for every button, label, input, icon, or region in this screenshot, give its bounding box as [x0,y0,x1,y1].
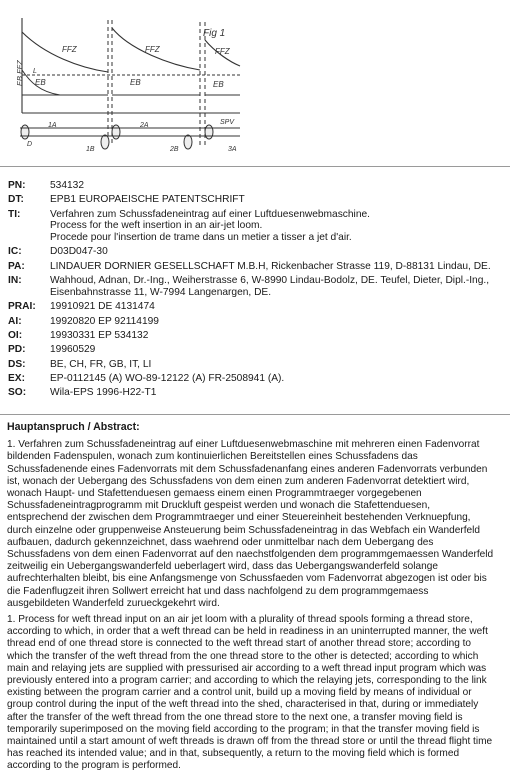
biblio-key: EX: [8,373,25,385]
abstract-line: has reached its intended value; and in that, subsequently, a return to the moving field which is formed [7,748,460,760]
biblio-row [8,180,508,192]
bibliographic-data [8,180,508,402]
abstract-line: ausgebildeten Wanderfeld zurueckgekehrt wird. [7,597,220,609]
curve-label-eb-2: EB [130,78,141,87]
biblio-row [8,330,508,342]
biblio-value [50,275,508,298]
biblio-key: PD: [8,344,26,356]
abstract-line: thread end of one thread store is connected to the weft thread start of another thread store; according to [7,638,472,650]
biblio-key: DT: [8,194,24,206]
biblio-value-line: Verfahren zum Schussfadeneintrag auf einer Luftduesenwebmaschine. [50,208,370,220]
biblio-key: IN: [8,275,22,287]
biblio-value-line: Wahhoud, Adnan, Dr.-Ing., Weiherstrasse 6, W-8990 Lindau-Bodolz, DE. Teufel, Dieter, Dipl.-Ing., [50,275,490,287]
abstract-line: according to the program is performed. [7,760,181,772]
biblio-value [50,261,508,273]
abstract-line: according to which, in order that a weft thread can be held in readiness in an uninterrupted manner, the weft [7,626,488,638]
biblio-key: PRAI: [8,301,36,313]
abstract-heading: Hauptanspruch / Abstract: [7,421,140,433]
biblio-value-line: 19930331 EP 534132 [50,329,149,341]
biblio-value-line: 534132 [50,180,84,191]
biblio-row [8,301,508,313]
biblio-value-line: Eisenbahnstrasse 11, W-7994 Langenargen, DE. [50,286,272,298]
abstract-line: after the transfer of the weft thread from the one thread store to the next one, a transfer moving field is [7,711,463,723]
abstract-line: die Fadenflugzeit ihren Sollwert erreicht hat und dass nachfolgend zu dem programmgemaess [7,585,429,597]
abstract-line: aufrechterhalten bleibt, bis eine Anfangsmenge von Schussfaeden vom Fadenvorrat abgezogen ist oder bis [7,573,487,585]
callout-2b: 2B [170,146,179,153]
abstract-line: existing between the program carrier and a control unit, build up a moving field by means of individual or [7,687,472,699]
biblio-value-line: LINDAUER DORNIER GESELLSCHAFT M.B.H, Rickenbacher Strasse 119, D-88131 Lindau, DE. [50,260,491,272]
biblio-value-line: EPB1 EUROPAEISCHE PATENTSCHRIFT [50,194,245,206]
biblio-value-line: 19960529 [50,344,96,356]
biblio-value-line: Procede pour l'insertion de trame dans un metier a tisser a jet d'air. [50,231,352,243]
biblio-value [50,330,508,342]
abstract-line: main and relaying jets are supplied with pressurised air according to a weft thread input program which was [7,662,487,674]
callout-1b: 1B [86,146,95,153]
biblio-value-line: D03D047-30 [50,246,108,258]
biblio-row [8,275,508,298]
abstract-line: 1. Verfahren zum Schussfadeneintrag auf einer Luftduesenwebmaschine mit mehreren einen Fadenvorrat [7,439,480,451]
abstract-line: entsprechend der zwischen dem Programmtraeger und einer Steuereinheit bestehenden Verknuepfung, [7,512,471,524]
abstract-paragraph [7,614,506,773]
biblio-value-line: BE, CH, FR, GB, IT, LI [50,358,152,370]
abstract-line: which the transfer of the weft thread from the one thread store to the other is detected; according to which [7,650,479,662]
abstract-line: temporarily superimposed on the moving field according to the program; in that the transfer moving field is [7,723,480,735]
abstract-section [7,421,506,777]
curve-label-ffz-1: FFZ [62,45,77,54]
biblio-key: SO: [8,387,27,399]
biblio-row [8,209,508,244]
abstract-line: Schussfadens von dem einen Fadenvorrat auf den naechstfolgenden dem programmgemaessen Wanderfeld [7,549,494,561]
biblio-row [8,373,508,385]
abstract-line: group control during the input of the weft thread into the shed, characterised in that, during or immediately [7,699,479,711]
biblio-row [8,344,508,356]
callout-2a: 2A [140,122,149,129]
spv-label: SPV [220,119,235,126]
biblio-key: IC: [8,246,22,258]
curve-label-l: L [33,68,37,75]
curve-label-eb-1: EB [35,78,46,87]
biblio-row [8,194,508,206]
biblio-key: AI: [8,315,22,327]
abstract-line: bildenden Fadenspulen, wonach zum kontinuierlichen Bereitstellen eines Schussfadens das [7,451,418,463]
dimension-label: D [27,141,33,148]
curve-label-eb-3: EB [213,80,224,89]
biblio-key: PA: [8,260,25,272]
biblio-row [8,359,508,371]
callout-1a: 1A [48,122,57,129]
abstract-line: durch einzelne oder gruppenweise Ansteuerung beim Schussfadeneintrag in das Webfach ein Wanderfeld [7,524,481,536]
abstract-paragraph [7,439,506,610]
figure-axis-label: EB FFZ [15,60,24,86]
biblio-value-line: 19910921 DE 4131474 [50,301,155,313]
biblio-value-line: 19920820 EP 92114199 [50,315,159,327]
biblio-value [50,359,508,371]
abstract-line: zeitweilig ein Uebergangswanderfeld ueberlagert wird, dass das Uebergangswanderfeld solange [7,561,438,573]
biblio-key: OI: [8,329,23,341]
callout-3a: 3A [228,146,237,153]
biblio-value [50,194,508,206]
patent-figure [0,0,510,160]
biblio-row [8,316,508,328]
biblio-value-line: EP-0112145 (A) WO-89-12122 (A) FR-2508941 (A). [50,373,285,385]
divider-top [0,166,510,167]
abstract-line: previously entered into a program carrier; and according to which the relaying jets, corresponding to the link [7,675,487,687]
biblio-value [50,387,508,399]
biblio-value-line: Process for the weft insertion in an air-jet loom. [50,220,263,232]
biblio-value [50,344,508,356]
abstract-line: maintained until a start amount of weft threads is drawn off from the thread store or until the thread flight time [7,736,493,748]
abstract-line: 1. Process for weft thread input on an air jet loom with a plurality of thread spools forming a thread store, [7,614,473,626]
biblio-value [50,316,508,328]
abstract-line: Schussfadeneintragprogramm mit Druckluft gespeist werden und wonach die Stafettenduesen, [7,500,431,512]
biblio-value [50,209,508,244]
biblio-row [8,246,508,258]
abstract-body [7,439,506,772]
abstract-line: aufbauen, dadurch gekennzeichnet, dass waehrend oder unmittelbar nach dem Uebergang des [7,536,434,548]
figure-title: Fig 1 [203,28,226,39]
biblio-value [50,246,508,258]
biblio-value [50,373,508,385]
biblio-key: TI: [8,208,21,220]
abstract-line: wonach Haupt- und Stafettenduesen gemaess einem einen Programmtraeger vorgegebenen [7,488,422,500]
divider-bottom [0,414,510,415]
biblio-value [50,180,508,192]
biblio-key: DS: [8,358,26,370]
abstract-line: Schussfadenende eines Fadenvorrats mit dem Schussfadenanfang eines anderen Fadenvorrats verbunden [7,463,488,475]
biblio-key: PN: [8,180,26,191]
abstract-line: ist, wonach der Uebergang des Schussfadens von dem einen zum anderen Fadenvorrat detektiert wird, [7,475,470,487]
biblio-row [8,387,508,399]
curve-label-ffz-3: FFZ [215,47,230,56]
biblio-value [50,301,508,313]
curve-label-ffz-2: FFZ [145,45,160,54]
biblio-row [8,261,508,273]
biblio-value-line: Wila-EPS 1996-H22-T1 [50,387,157,399]
